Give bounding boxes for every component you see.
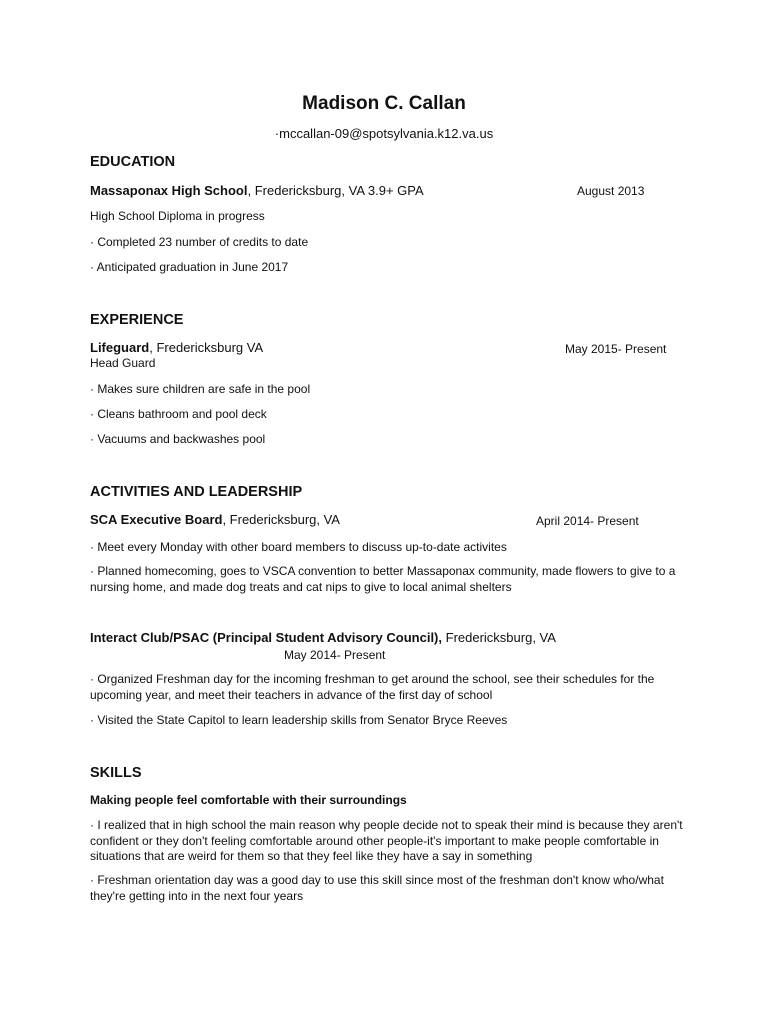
- sca-line-1: · Meet every Monday with other board members to discuss up-to-date activites: [90, 540, 507, 554]
- skill-paragraph-2: · Freshman orientation day was a good day to use this skill since most of the freshman don't know who/what they're getting into in the next four years: [90, 873, 664, 903]
- job-title: Lifeguard: [90, 340, 150, 355]
- interact-line-2: · Visited the State Capitol to learn leadership skills from Senator Bryce Reeves: [90, 713, 508, 727]
- experience-date: May 2015- Present: [565, 342, 667, 356]
- skill-subheading: Making people feel comfortable with their surroundings: [90, 793, 407, 807]
- education-line-1: High School Diploma in progress: [90, 209, 265, 223]
- interact-title: Interact Club/PSAC (Principal Student Advisory Council),: [90, 630, 443, 645]
- experience-heading: EXPERIENCE: [90, 312, 184, 328]
- interact-location: Fredericksburg, VA: [442, 630, 556, 645]
- sca-location: , Fredericksburg, VA: [222, 512, 340, 527]
- school-location: , Fredericksburg, VA 3.9+ GPA: [247, 183, 424, 198]
- sca-title-line: [90, 512, 340, 527]
- sca-line-2: · Planned homecoming, goes to VSCA convention to better Massaponax community, made flowers to give to a nursing home, and made dog treats and cat nips to give to local animal shelters: [90, 564, 676, 594]
- education-heading: EDUCATION: [90, 154, 176, 170]
- experience-title-line: [90, 340, 263, 355]
- activities-heading: ACTIVITIES AND LEADERSHIP: [90, 484, 303, 500]
- education-school-line: [90, 183, 424, 198]
- experience-line-1: · Makes sure children are safe in the pool: [90, 382, 311, 396]
- job-location: , Fredericksburg VA: [149, 340, 264, 355]
- education-line-2: · Completed 23 number of credits to date: [90, 235, 309, 249]
- education-line-3: · Anticipated graduation in June 2017: [90, 260, 289, 274]
- school-name: Massaponax High School: [90, 183, 248, 198]
- sca-date: April 2014- Present: [536, 514, 639, 528]
- resume-name: Madison C. Callan: [302, 93, 466, 114]
- email-address: ·mccallan-09@spotsylvania.k12.va.us: [274, 126, 494, 141]
- experience-line-3: · Vacuums and backwashes pool: [90, 432, 266, 446]
- interact-title-line: [90, 630, 556, 645]
- experience-line-2: · Cleans bathroom and pool deck: [90, 407, 267, 421]
- interact-date: May 2014- Present: [284, 648, 386, 662]
- sca-title: SCA Executive Board: [90, 512, 223, 527]
- education-date: August 2013: [577, 184, 645, 198]
- skills-heading: SKILLS: [90, 765, 142, 781]
- experience-role: Head Guard: [90, 356, 156, 370]
- skill-paragraph-1: · I realized that in high school the main reason why people decide not to speak their mind is because they aren't confident or they don't feeling comfortable around other people-it's important to make people comfortable in situations that are weird for them so that they feel like they have a say in something: [90, 818, 683, 863]
- interact-line-1: · Organized Freshman day for the incoming freshman to get around the school, see their schedules for the upcoming year, and meet their teachers in advance of the first day of school: [90, 672, 655, 702]
